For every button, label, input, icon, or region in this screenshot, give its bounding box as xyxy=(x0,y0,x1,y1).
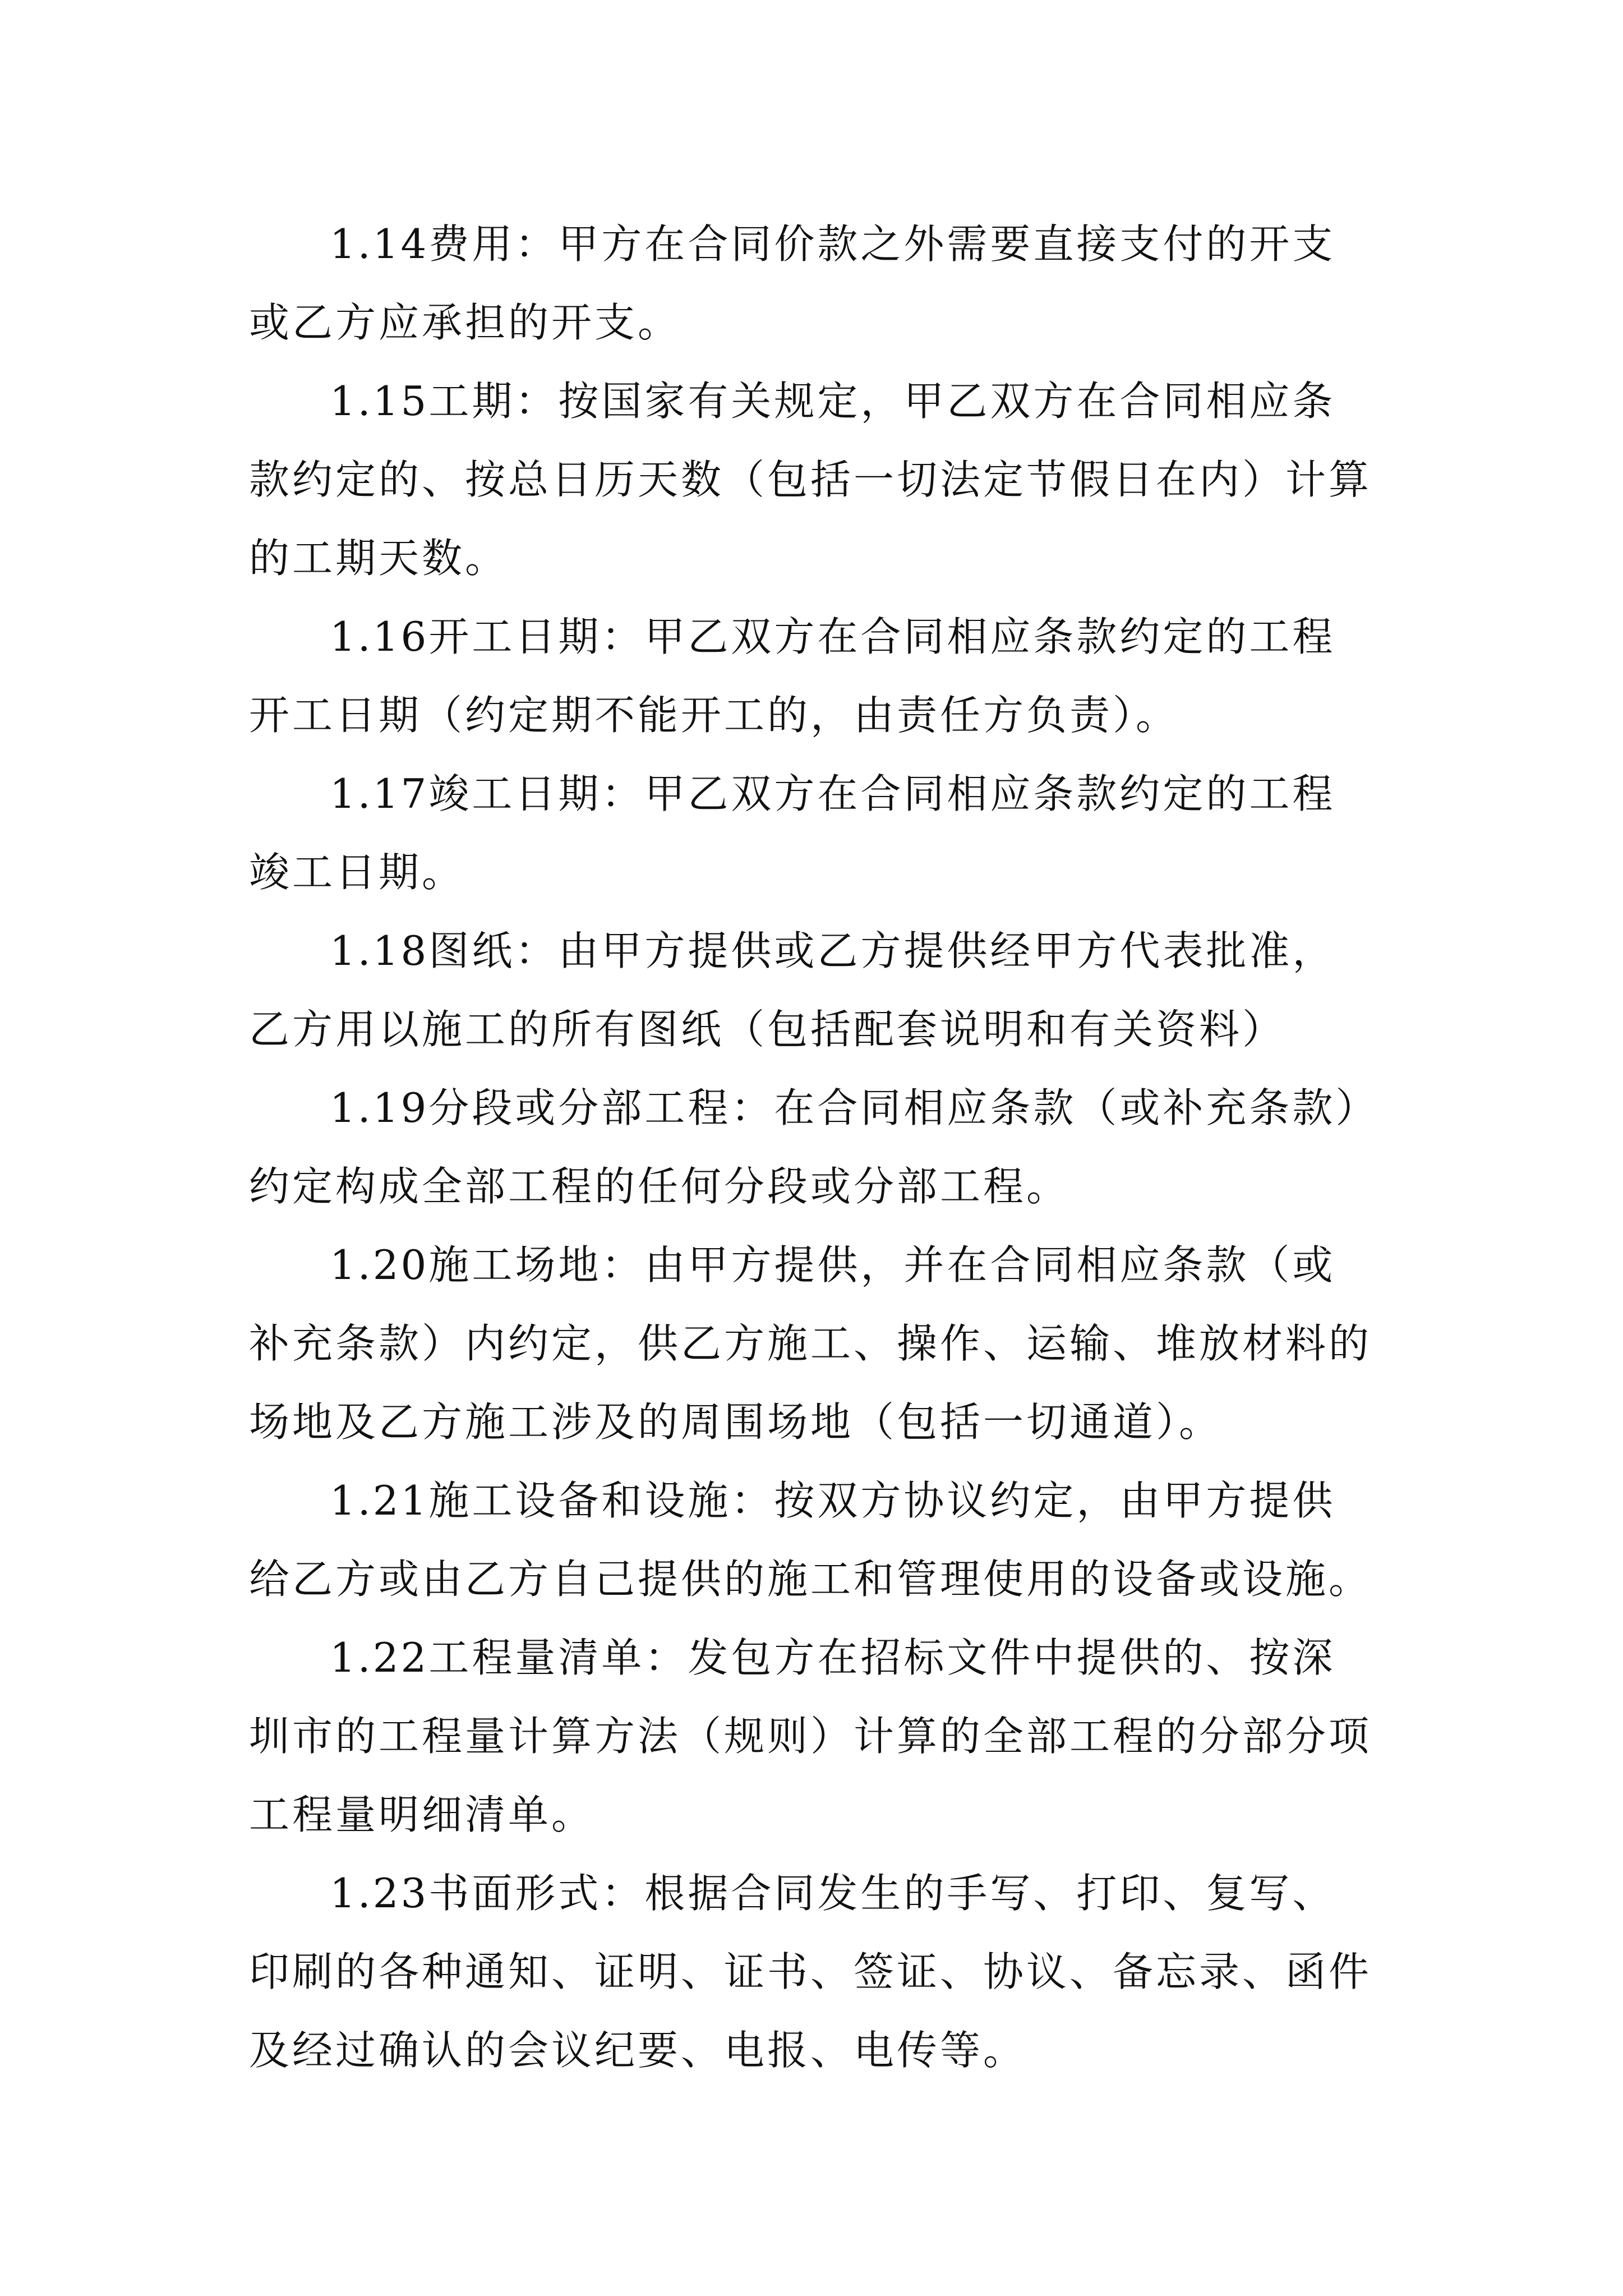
clause-number: 1.16 xyxy=(330,613,429,660)
clause-text: 竣工日期：甲乙双方在合同相应条款约定的工程竣工日期。 xyxy=(249,770,1336,896)
clause-text: 工程量清单：发包方在招标文件中提供的、按深圳市的工程量计算方法（规则）计算的全部工程的分部分项工程量明细清单。 xyxy=(249,1634,1372,1838)
clause-1-22 xyxy=(249,1618,1376,1854)
clause-number: 1.17 xyxy=(330,770,429,817)
clause-number: 1.22 xyxy=(330,1634,429,1681)
clause-1-17 xyxy=(249,754,1376,912)
clause-text: 图纸：由甲方提供或乙方提供经甲方代表批准，乙方用以施工的所有图纸（包括配套说明和有关资料） xyxy=(249,927,1336,1053)
clause-1-14 xyxy=(249,205,1376,362)
clause-1-16 xyxy=(249,597,1376,754)
clause-1-15 xyxy=(249,362,1376,597)
clause-text: 书面形式：根据合同发生的手写、打印、复写、印刷的各种通知、证明、证书、签证、协议、备忘录、函件及经过确认的会议纪要、电报、电传等。 xyxy=(249,1870,1372,2074)
clause-text: 施工设备和设施：按双方协议约定，由甲方提供给乙方或由乙方自己提供的施工和管理使用的设备或设施。 xyxy=(249,1477,1372,1603)
clause-text: 分段或分部工程：在合同相应条款（或补充条款）约定构成全部工程的任何分段或分部工程。 xyxy=(249,1084,1359,1210)
clause-number: 1.18 xyxy=(330,927,429,974)
clause-number: 1.15 xyxy=(330,378,429,425)
clause-number: 1.20 xyxy=(330,1241,429,1289)
clause-number: 1.14 xyxy=(330,220,429,268)
clause-text: 开工日期：甲乙双方在合同相应条款约定的工程开工日期（约定期不能开工的，由责任方负责）。 xyxy=(249,613,1336,739)
clause-text: 费用：甲方在合同价款之外需要直接支付的开支或乙方应承担的开支。 xyxy=(249,220,1336,346)
clause-1-19 xyxy=(249,1069,1376,1226)
clause-number: 1.19 xyxy=(330,1084,429,1131)
clause-text: 施工场地：由甲方提供，并在合同相应条款（或补充条款）内约定，供乙方施工、操作、运输、堆放材料的场地及乙方施工涉及的周围场地（包括一切通道）。 xyxy=(249,1241,1372,1446)
clause-number: 1.21 xyxy=(330,1477,429,1524)
clause-1-23 xyxy=(249,1854,1376,2090)
clause-1-18 xyxy=(249,912,1376,1069)
clause-number: 1.23 xyxy=(330,1870,429,1917)
clause-1-21 xyxy=(249,1461,1376,1618)
clause-1-20 xyxy=(249,1226,1376,1461)
document-body xyxy=(249,205,1376,2090)
clause-text: 工期：按国家有关规定，甲乙双方在合同相应条款约定的、按总日历天数（包括一切法定节假日在内）计算的工期天数。 xyxy=(249,378,1372,582)
